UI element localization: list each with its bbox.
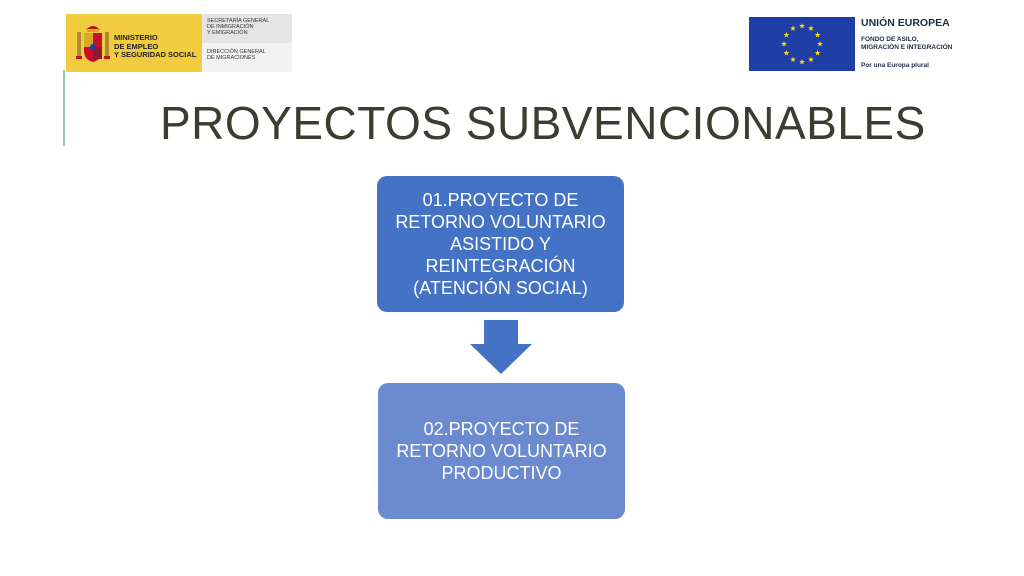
eu-star-icon [808,57,814,62]
eu-star-icon [808,25,814,30]
coat-of-arms-icon [74,20,112,66]
eu-motto: Por una Europa plural [861,62,929,69]
eu-stars-icon [749,17,855,71]
eu-star-icon [790,57,796,62]
eu-star-icon [790,25,796,30]
eu-star-icon [799,59,805,64]
eu-flag-icon [749,17,855,71]
decorative-rule [63,70,65,146]
ministry-direccion: DIRECCIÓN GENERAL DE MIGRACIONES [207,49,266,61]
eu-star-icon [815,50,821,55]
eu-star-icon [781,41,787,46]
eu-star-icon [815,32,821,37]
diagram-node-2 [378,383,625,519]
diagram-node-2-label: 02.PROYECTO DE RETORNO VOLUNTARIO PRODUCTIVO [396,419,607,483]
ministry-name: MINISTERIO DE EMPLEO Y SEGURIDAD SOCIAL [114,33,197,59]
eu-star-icon [784,50,790,55]
ministry-secretaria: SECRETARÍA GENERAL DE INMIGRACIÓN Y EMIGRACIÓN [207,18,270,36]
arrow-down-icon [470,320,532,374]
eu-star-icon [799,23,805,28]
eu-title: UNIÓN EUROPEA [861,17,950,29]
diagram-node-1-label: 01.PROYECTO DE RETORNO VOLUNTARIO ASISTIDO Y REINTEGRACIÓN (ATENCIÓN SOCIAL) [395,190,606,298]
eu-star-icon [817,41,823,46]
eu-fund-name: FONDO DE ASILO, MIGRACIÓN E INTEGRACIÓN [861,36,953,51]
diagram-node-1 [377,176,624,312]
ministry-logo [66,14,292,72]
page-title: PROYECTOS SUBVENCIONABLES [160,97,926,149]
eu-star-icon [784,32,790,37]
